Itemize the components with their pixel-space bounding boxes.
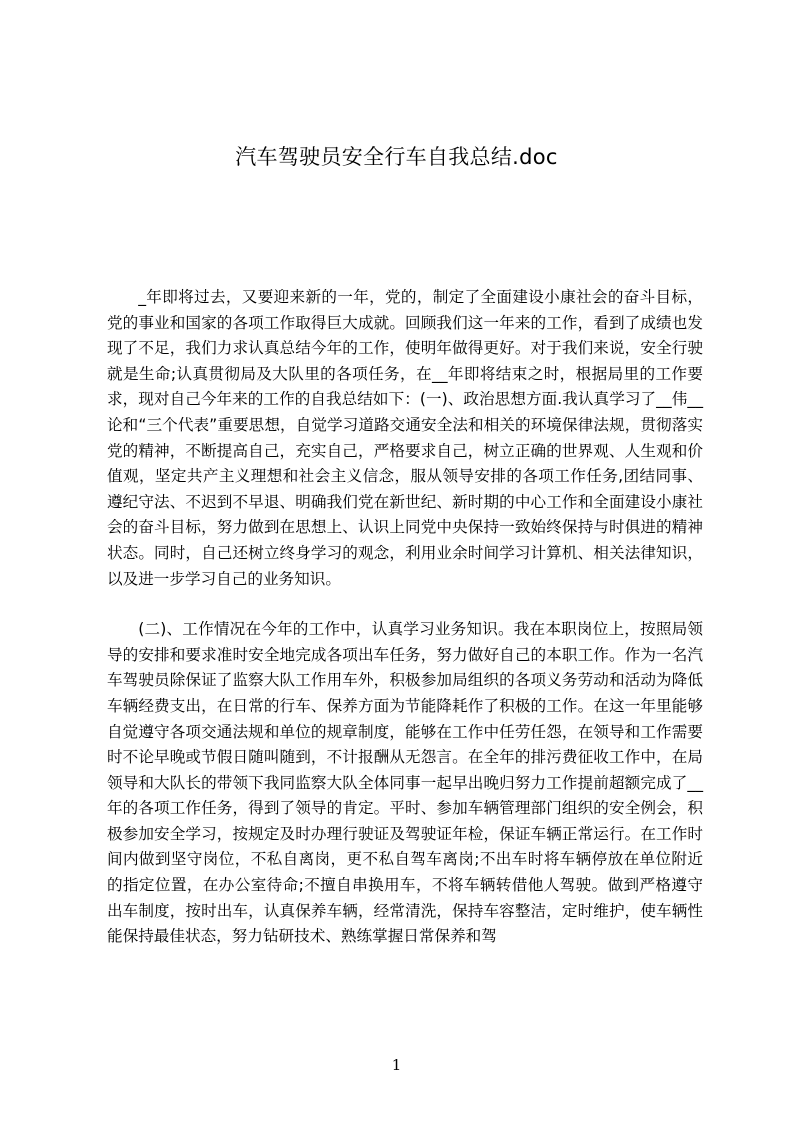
paragraph-work-situation: (二)、工作情况在今年的工作中，认真学习业务知识。我在本职岗位上，按照局领导的安排和要求准时安全地完成各项出车任务，努力做好自己的本职工作。作为一名汽车驾驶员除保证了监察大队工作用车外，积极参加局组织的各项义务劳动和活动为降低车辆经费支出，在日常的行车、保养方面为节能降耗作了积极的工作。在这一年里能够自觉遵守各项交通法规和单位的规章制度，能够在工作中任劳任怨，在领导和工作需要时不论早晚或节假日随叫随到，不计报酬从无怨言。在全年的排污费征收工作中，在局领导和大队长的带领下我同监察大队全体同事一起早出晚归努力工作提前超额完成了__年的各项工作任务，得到了领导的肯定。平时、参加车辆管理部门组织的安全例会，积极参加安全学习，按规定及时办理行驶证及驾驶证年检，保证车辆正常运行。在工作时间内做到坚守岗位，不私自离岗，更不私自驾车离岗;不出车时将车辆停放在单位附近的指定位置，在办公室待命;不擅自串换用车，不将车辆转借他人驾驶。做到严格遵守出车制度，按时出车，认真保养车辆，经常清洗，保持车容整洁，定时维护，使车辆性能保持最佳状态，努力钻研技术、熟练掌握日常保养和驾 [107,620,703,946]
page-number: 1 [391,1056,402,1074]
document-body [107,285,703,950]
document-title: 汽车驾驶员安全行车自我总结.doc [235,145,558,169]
paragraph-political-thought: _年即将过去，又要迎来新的一年，党的，制定了全面建设小康社会的奋斗目标，党的事业和国家的各项工作取得巨大成就。回顾我们这一年来的工作，看到了成绩也发现了不足，我们力求认真总结今年的工作，使明年做得更好。对于我们来说，安全行驶就是生命;认真贯彻局及大队里的各项任务，在__年即将结束之时，根据局里的工作要求，现对自己今年来的工作的自我总结如下：(一)、政治思想方面.我认真学习了__伟__论和“三个代表”重要思想，自觉学习道路交通安全法和相关的环境保律法规，贯彻落实党的精神，不断提高自己，充实自己，严格要求自己，树立正确的世界观、人生观和价值观，坚定共产主义理想和社会主义信念，服从领导安排的各项工作任务,团结同事、遵纪守法、不迟到不早退、明确我们党在新世纪、新时期的中心工作和全面建设小康社会的奋斗目标，努力做到在思想上、认识上同党中央保持一致始终保持与时俱进的精神状态。同时，自己还树立终身学习的观念，利用业余时间学习计算机、相关法律知识，以及进一步学习自己的业务知识。 [107,288,703,588]
